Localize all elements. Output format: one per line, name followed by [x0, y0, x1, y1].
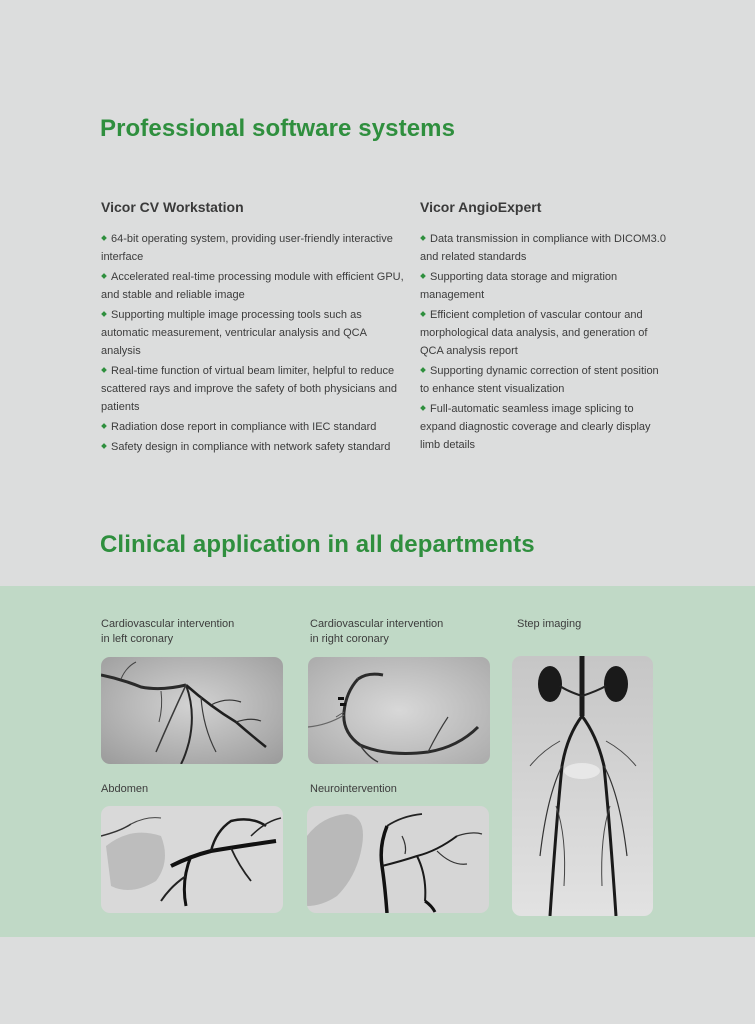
left-coronary-caption: Cardiovascular intervention in left coronary [101, 618, 235, 645]
left-coronary-angiogram [101, 657, 283, 764]
feature-item: Safety design in compliance with network safety standard [101, 438, 406, 456]
cv-workstation-title: Vicor CV Workstation [101, 199, 244, 215]
right-coronary-angiogram [308, 657, 490, 764]
bullet-icon [420, 405, 426, 411]
abdomen-caption: Abdomen [101, 783, 149, 795]
neurointervention-angiogram [307, 806, 489, 913]
feature-item: Supporting dynamic correction of stent position to enhance stent visualization [420, 365, 659, 395]
step-imaging-angiogram [512, 656, 653, 916]
step-imaging-caption: Step imaging [517, 618, 582, 630]
angioexpert-features [420, 230, 670, 454]
feature-item: Accelerated real-time processing module with efficient GPU, and stable and reliable image [101, 271, 404, 301]
feature-item: Data transmission in compliance with DICOM3.0 and related standards [420, 233, 666, 263]
bullet-icon [420, 311, 426, 317]
bullet-icon [101, 311, 107, 317]
feature-item: Supporting data storage and migration management [420, 271, 618, 301]
clinical-application-heading: Clinical application in all departments [100, 531, 535, 558]
angioexpert-section [420, 199, 670, 456]
cv-workstation-features [101, 230, 406, 456]
right-coronary-caption: Cardiovascular intervention in right coronary [310, 618, 444, 645]
feature-item: Real-time function of virtual beam limiter, helpful to reduce scattered rays and improve the safety of both physicians and patients [101, 365, 397, 413]
feature-item: Radiation dose report in compliance with IEC standard [101, 418, 406, 436]
bullet-icon [101, 235, 107, 241]
feature-item: Efficient completion of vascular contour and morphological data analysis, and generation of QCA analysis report [420, 309, 648, 357]
neurointervention-caption: Neurointervention [310, 783, 397, 795]
abdomen-angiogram [101, 806, 283, 913]
feature-item: 64-bit operating system, providing user-friendly interactive interface [101, 233, 393, 263]
bullet-icon [101, 273, 107, 279]
angioexpert-title: Vicor AngioExpert [420, 199, 542, 215]
feature-item: Supporting multiple image processing tools such as automatic measurement, ventricular analysis and QCA analysis [101, 309, 367, 357]
bullet-icon [420, 367, 426, 373]
bullet-icon [101, 423, 107, 429]
bullet-icon [101, 367, 107, 373]
bullet-icon [101, 443, 107, 449]
bullet-icon [420, 235, 426, 241]
feature-item: Full-automatic seamless image splicing to expand diagnostic coverage and clearly display limb details [420, 403, 651, 451]
bullet-icon [420, 273, 426, 279]
software-systems-heading: Professional software systems [100, 115, 456, 142]
cv-workstation-section [101, 199, 406, 458]
